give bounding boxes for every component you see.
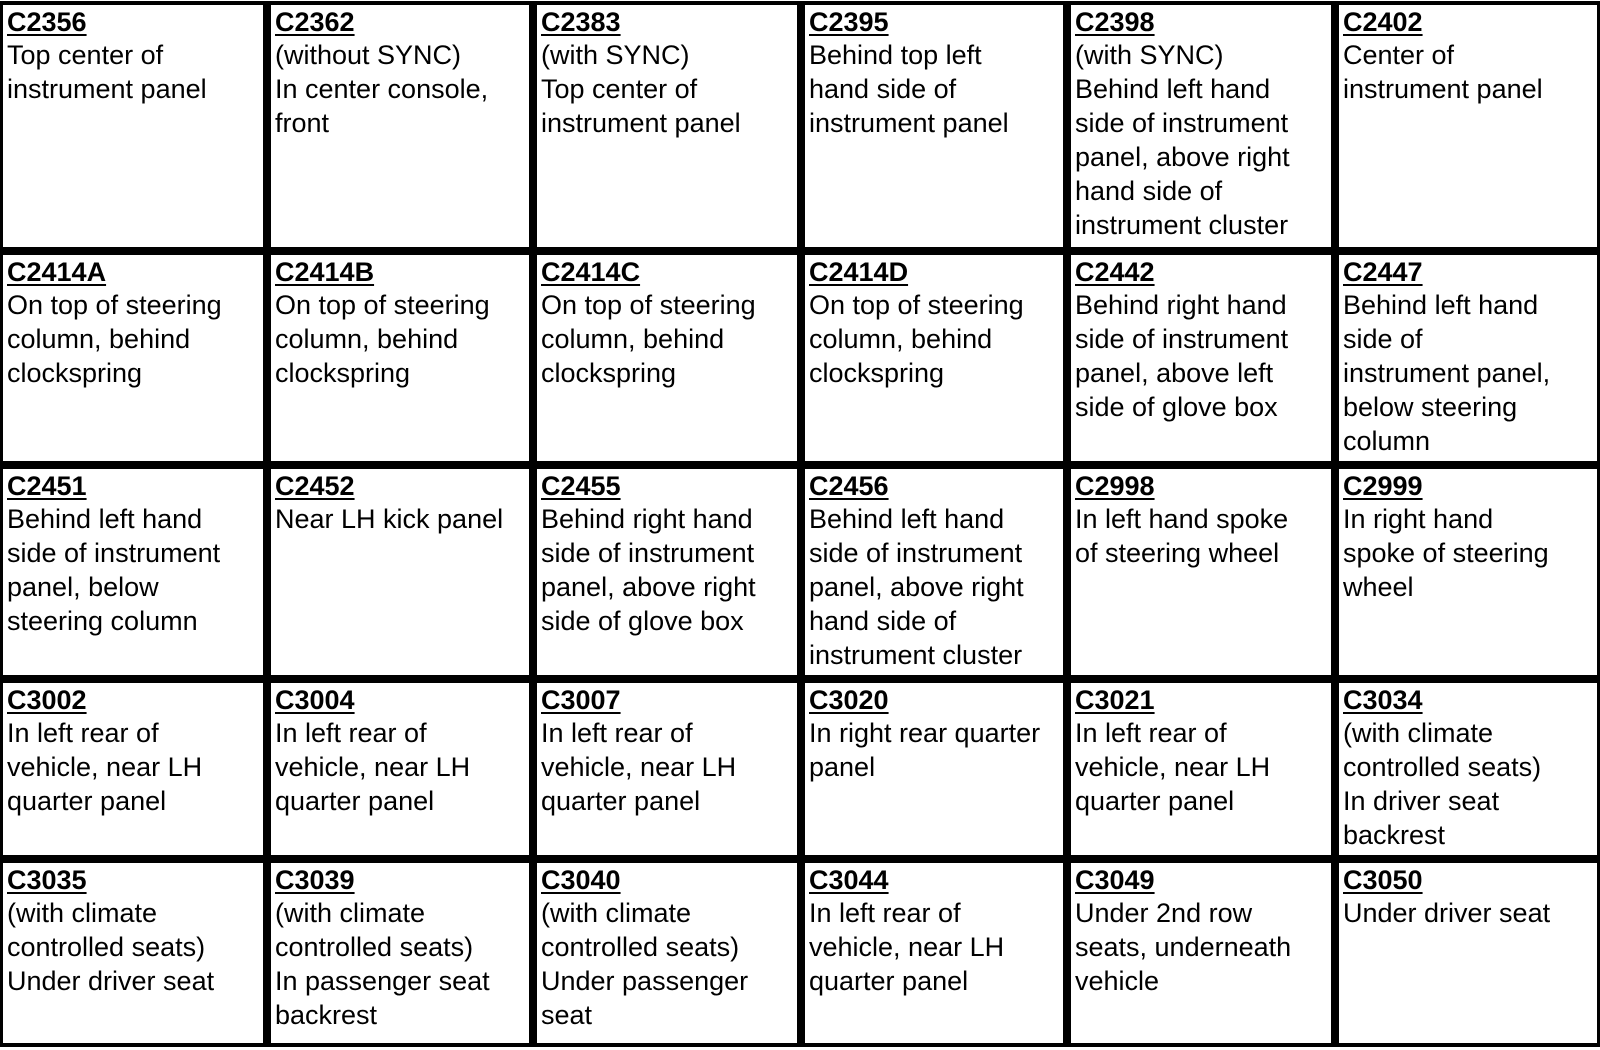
connector-code: C2451 bbox=[7, 471, 87, 501]
connector-cell bbox=[534, 466, 800, 678]
connector-code: C2999 bbox=[1343, 471, 1423, 501]
connector-location: On top of steering column, behind clockspring bbox=[809, 290, 1024, 388]
connector-cell bbox=[1336, 466, 1600, 678]
connector-cell bbox=[1336, 860, 1600, 1046]
connector-code: C2452 bbox=[275, 471, 355, 501]
connector-cell bbox=[1068, 252, 1334, 464]
connector-cell bbox=[1336, 252, 1600, 464]
connector-location: In left rear of vehicle, near LH quarter panel bbox=[275, 718, 471, 816]
connector-code: C2414D bbox=[809, 257, 909, 287]
connector-cell bbox=[534, 680, 800, 858]
connector-cell bbox=[0, 680, 266, 858]
connector-location: In left rear of vehicle, near LH quarter panel bbox=[7, 718, 203, 816]
connector-cell bbox=[268, 860, 532, 1046]
connector-code: C3021 bbox=[1075, 685, 1155, 715]
connector-code: C3007 bbox=[541, 685, 621, 715]
connector-location: In left hand spoke of steering wheel bbox=[1075, 504, 1289, 568]
connector-code: C3040 bbox=[541, 865, 621, 895]
connector-code: C3039 bbox=[275, 865, 355, 895]
connector-location: Under 2nd row seats, underneath vehicle bbox=[1075, 898, 1292, 996]
connector-code: C2398 bbox=[1075, 7, 1155, 37]
connector-location: Center of instrument panel bbox=[1343, 40, 1543, 104]
connector-code: C2998 bbox=[1075, 471, 1155, 501]
connector-location: (with SYNC) Behind left hand side of instrument panel, above right hand side of instrument cluster bbox=[1075, 40, 1290, 240]
connector-cell bbox=[1068, 860, 1334, 1046]
connector-location: Near LH kick panel bbox=[275, 504, 504, 534]
connector-code: C2455 bbox=[541, 471, 621, 501]
connector-location: Top center of instrument panel bbox=[7, 40, 207, 104]
connector-location: In left rear of vehicle, near LH quarter panel bbox=[1075, 718, 1271, 816]
connector-cell bbox=[268, 252, 532, 464]
connector-code: C2414A bbox=[7, 257, 107, 287]
connector-location: On top of steering column, behind clockspring bbox=[7, 290, 222, 388]
connector-code: C3002 bbox=[7, 685, 87, 715]
connector-code: C2414B bbox=[275, 257, 375, 287]
connector-code: C2442 bbox=[1075, 257, 1155, 287]
connector-location: (with climate controlled seats) Under passenger seat bbox=[541, 898, 749, 1030]
connector-cell bbox=[802, 466, 1066, 678]
connector-cell bbox=[0, 252, 266, 464]
connector-cell bbox=[534, 2, 800, 250]
connector-location: In right rear quarter panel bbox=[809, 718, 1041, 782]
connector-code: C2362 bbox=[275, 7, 355, 37]
connector-cell bbox=[1068, 680, 1334, 858]
connector-cell bbox=[1068, 466, 1334, 678]
connector-code: C2395 bbox=[809, 7, 889, 37]
connector-location: Behind right hand side of instrument panel, above left side of glove box bbox=[1075, 290, 1289, 422]
connector-code: C2456 bbox=[809, 471, 889, 501]
connector-code: C2447 bbox=[1343, 257, 1423, 287]
connector-cell bbox=[802, 2, 1066, 250]
connector-cell bbox=[268, 466, 532, 678]
connector-location: Behind left hand side of instrument panel, above right hand side of instrument cluster bbox=[809, 504, 1024, 670]
connector-location: Behind left hand side of instrument panel, below steering column bbox=[7, 504, 221, 636]
connector-location: Behind left hand side of instrument panel, below steering column bbox=[1343, 290, 1551, 456]
connector-location: (with climate controlled seats) In passenger seat backrest bbox=[275, 898, 490, 1030]
connector-location: On top of steering column, behind clockspring bbox=[541, 290, 756, 388]
connector-location: In left rear of vehicle, near LH quarter panel bbox=[809, 898, 1005, 996]
connector-code: C3034 bbox=[1343, 685, 1423, 715]
connector-cell bbox=[0, 466, 266, 678]
connector-code: C2402 bbox=[1343, 7, 1423, 37]
connector-cell bbox=[1068, 2, 1334, 250]
connector-cell bbox=[268, 680, 532, 858]
connector-cell bbox=[534, 860, 800, 1046]
connector-code: C3049 bbox=[1075, 865, 1155, 895]
connector-cell bbox=[1336, 680, 1600, 858]
connector-location: On top of steering column, behind clockspring bbox=[275, 290, 490, 388]
connector-cell bbox=[1336, 2, 1600, 250]
connector-code: C3020 bbox=[809, 685, 889, 715]
connector-code: C3004 bbox=[275, 685, 355, 715]
connector-location: (with SYNC) Top center of instrument panel bbox=[541, 40, 741, 138]
connector-cell bbox=[0, 860, 266, 1046]
connector-code: C3035 bbox=[7, 865, 87, 895]
connector-code: C3044 bbox=[809, 865, 889, 895]
connector-cell bbox=[802, 860, 1066, 1046]
connector-code: C2383 bbox=[541, 7, 621, 37]
connector-code: C3050 bbox=[1343, 865, 1423, 895]
connector-location: Behind right hand side of instrument panel, above right side of glove box bbox=[541, 504, 756, 636]
connector-cell bbox=[802, 680, 1066, 858]
connector-cell bbox=[802, 252, 1066, 464]
connector-location: (with climate controlled seats) In driver seat backrest bbox=[1343, 718, 1542, 850]
connector-location: In right hand spoke of steering wheel bbox=[1343, 504, 1549, 602]
connector-location: Behind top left hand side of instrument panel bbox=[809, 40, 1009, 138]
connector-location: In left rear of vehicle, near LH quarter panel bbox=[541, 718, 737, 816]
connector-location: (with climate controlled seats) Under driver seat bbox=[7, 898, 215, 996]
connector-location: (without SYNC) In center console, front bbox=[275, 40, 489, 138]
connector-code: C2414C bbox=[541, 257, 641, 287]
connector-cell bbox=[534, 252, 800, 464]
connector-cell bbox=[268, 2, 532, 250]
connector-code: C2356 bbox=[7, 7, 87, 37]
connector-cell bbox=[0, 2, 266, 250]
connector-location: Under driver seat bbox=[1343, 898, 1551, 928]
